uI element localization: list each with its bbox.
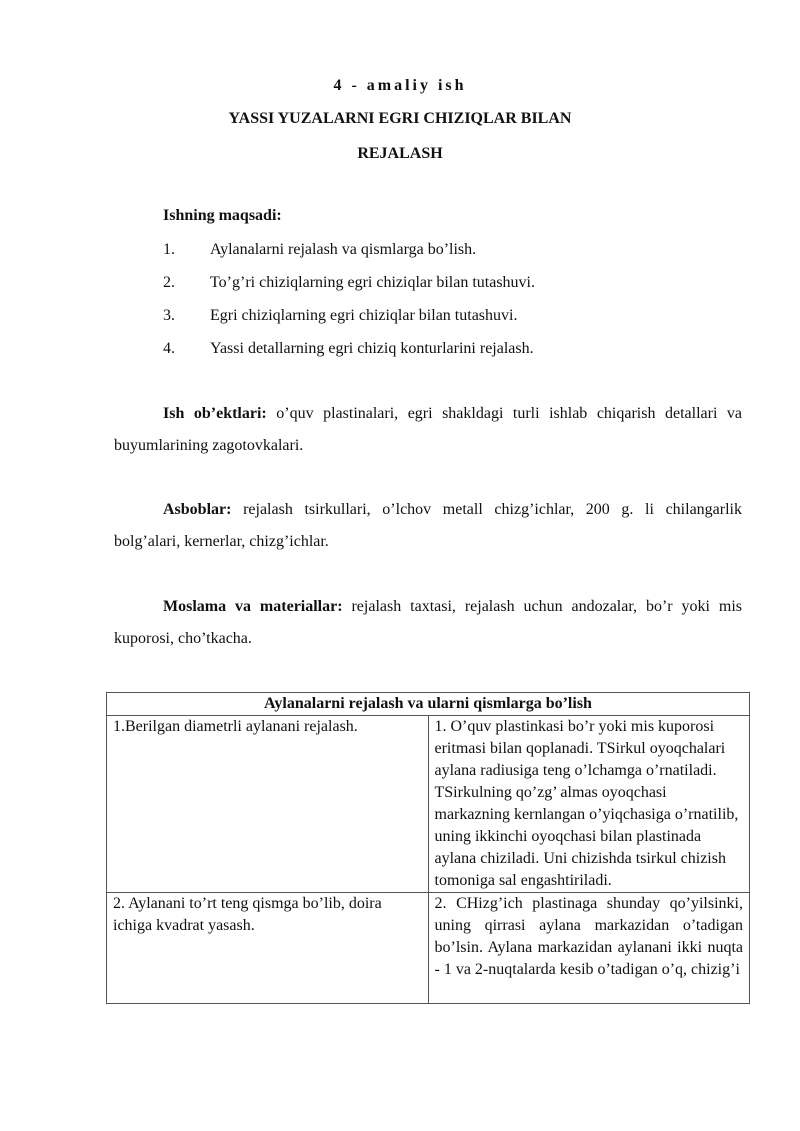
objects-text: o’quv plastinalari, egri shakldagi turli ishlab chiqarish detallari va buyumlarining zagotovkalari.	[114, 405, 743, 454]
objects-paragraph	[114, 398, 742, 462]
table-cell-step: 2. Aylanani to’rt teng qismga bo’lib, doira ichiga kvadrat yasash.	[107, 893, 429, 1004]
table-header-row	[107, 693, 750, 716]
table-row	[107, 716, 750, 893]
goal-item	[163, 306, 535, 339]
work-number: 4 - amaliy ish	[333, 77, 467, 94]
materials-label: Moslama va materiallar:	[163, 598, 343, 615]
table-row	[107, 893, 750, 1004]
procedure-table	[106, 692, 750, 1004]
title-line-2: REJALASH	[357, 145, 443, 162]
materials-paragraph	[114, 591, 742, 655]
table-cell-description: 1. O’quv plastinkasi bo’r yoki mis kuporosi eritmasi bilan qoplanadi. TSirkul oyoqchalari aylana radiusiga teng o’lchamga o’rnatiladi. TSirkulning qo’zg’ almas oyoqchasi markazning kernlangan o’yiqchasiga o’rnatilib, uning ikkinchi oyoqchasi bilan plastinada aylana chiziladi. Uni chizishda tsirkul chizish tomoniga sal engashtiriladi.	[428, 716, 750, 893]
goal-text: Aylanalarni rejalash va qismlarga bo’lish.	[210, 241, 477, 258]
goal-item	[163, 240, 535, 273]
title-line-1: YASSI YUZALARNI EGRI CHIZIQLAR BILAN	[228, 110, 572, 127]
objects-label: Ish ob’ektlari:	[163, 405, 267, 422]
tools-paragraph	[114, 494, 742, 558]
materials-text: rejalash taxtasi, rejalash uchun andozalar, bo’r yoki mis kuporosi, cho’tkacha.	[114, 598, 742, 647]
goal-text: Yassi detallarning egri chiziq konturlarini rejalash.	[210, 340, 534, 357]
goal-text: Egri chiziqlarning egri chiziqlar bilan tutashuvi.	[210, 307, 518, 324]
tools-label: Asboblar:	[163, 501, 232, 518]
goals-heading: Ishning maqsadi:	[163, 207, 282, 224]
goal-number: 4.	[163, 340, 175, 357]
goal-item	[163, 273, 535, 306]
goal-number: 3.	[163, 307, 175, 324]
table-cell-description: 2. CHizg’ich plastinaga shunday qo’yilsinki, uning qirrasi aylana markazidan o’tadigan bo’lsin. Aylana markazidan aylanani ikki nuqta - 1 va 2-nuqtalarda kesib o’tadigan o’q, chizig’i	[428, 893, 750, 1004]
goal-number: 2.	[163, 274, 175, 291]
table-cell-step: 1.Berilgan diametrli aylanani rejalash.	[107, 716, 429, 893]
goal-text: To’g’ri chiziqlarning egri chiziqlar bilan tutashuvi.	[210, 274, 535, 291]
goals-list	[163, 240, 535, 372]
table-header: Aylanalarni rejalash va ularni qismlarga bo’lish	[107, 693, 750, 716]
tools-text: rejalash tsirkullari, o’lchov metall chizg’ichlar, 200 g. li chilangarlik bolg’alari, kernerlar, chizg’ichlar.	[114, 501, 742, 550]
goal-item	[163, 339, 535, 372]
goal-number: 1.	[163, 241, 175, 258]
